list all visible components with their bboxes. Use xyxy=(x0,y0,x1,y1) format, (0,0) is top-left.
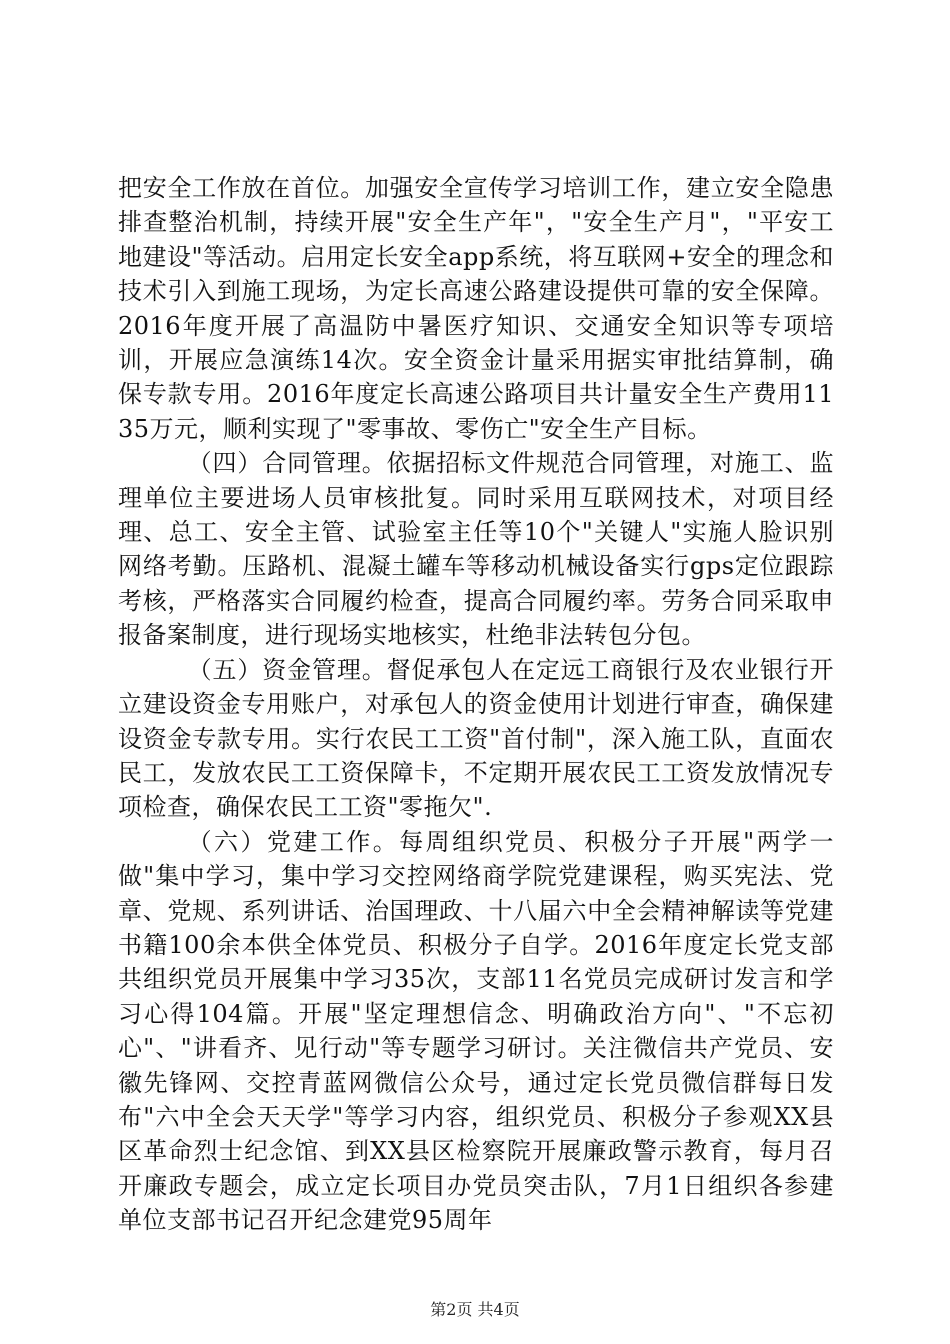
paragraph-party-building: （六）党建工作。每周组织党员、积极分子开展"两学一做"集中学习，集中学习交控网络商学院党建课程，购买宪法、党章、党规、系列讲话、治国理政、十八届六中全会精神解读等党建书籍100余本供全体党员、积极分子自学。2016年度定长党支部共组织党员开展集中学习35次，支部11名党员完成研讨发言和学习心得104篇。开展"坚定理想信念、明确政治方向"、"不忘初心"、"讲看齐、见行动"等专题学习研讨。关注微信共产党员、安徽先锋网、交控青蓝网微信公众号，通过定长党员微信群每日发布"六中全会天天学"等学习内容，组织党员、积极分子参观XX县区革命烈士纪念馆、到XX县区检察院开展廉政警示教育，每月召开廉政专题会，成立定长项目办党员突击队，7月1日组织各参建单位支部书记召开纪念建党95周年 xyxy=(118,827,834,1235)
paragraph-fund-management: （五）资金管理。督促承包人在定远工商银行及农业银行开立建设资金专用账户，对承包人的资金使用计划进行审查，确保建设资金专款专用。实行农民工工资"首付制"，深入施工队，直面农民工，发放农民工工资保障卡，不定期开展农民工工资发放情况专项检查，确保农民工工资"零拖欠". xyxy=(118,655,834,822)
page-number-footer: 第2页 共4页 xyxy=(430,1300,520,1319)
document-body xyxy=(118,171,834,1238)
paragraph-contract-management: （四）合同管理。依据招标文件规范合同管理，对施工、监理单位主要进场人员审核批复。同时采用互联网技术，对项目经理、总工、安全主管、试验室主任等10个"关键人"实施人脸识别网络考勤。压路机、混凝土罐车等移动机械设备实行gps定位跟踪考核，严格落实合同履约检查，提高合同履约率。劳务合同采取申报备案制度，进行现场实地核实，杜绝非法转包分包。 xyxy=(118,449,834,650)
paragraph-safety: 把安全工作放在首位。加强安全宣传学习培训工作，建立安全隐患排查整治机制，持续开展"安全生产年"，"安全生产月"，"平安工地建设"等活动。启用定长安全app系统，将互联网+安全的理念和技术引入到施工现场，为定长高速公路建设提供可靠的安全保障。2016年度开展了高温防中暑医疗知识、交通安全知识等专项培训，开展应急演练14次。安全资金计量采用据实审批结算制，确保专款专用。2016年度定长高速公路项目共计量安全生产费用1135万元，顺利实现了"零事故、零伤亡"安全生产目标。 xyxy=(118,174,834,443)
